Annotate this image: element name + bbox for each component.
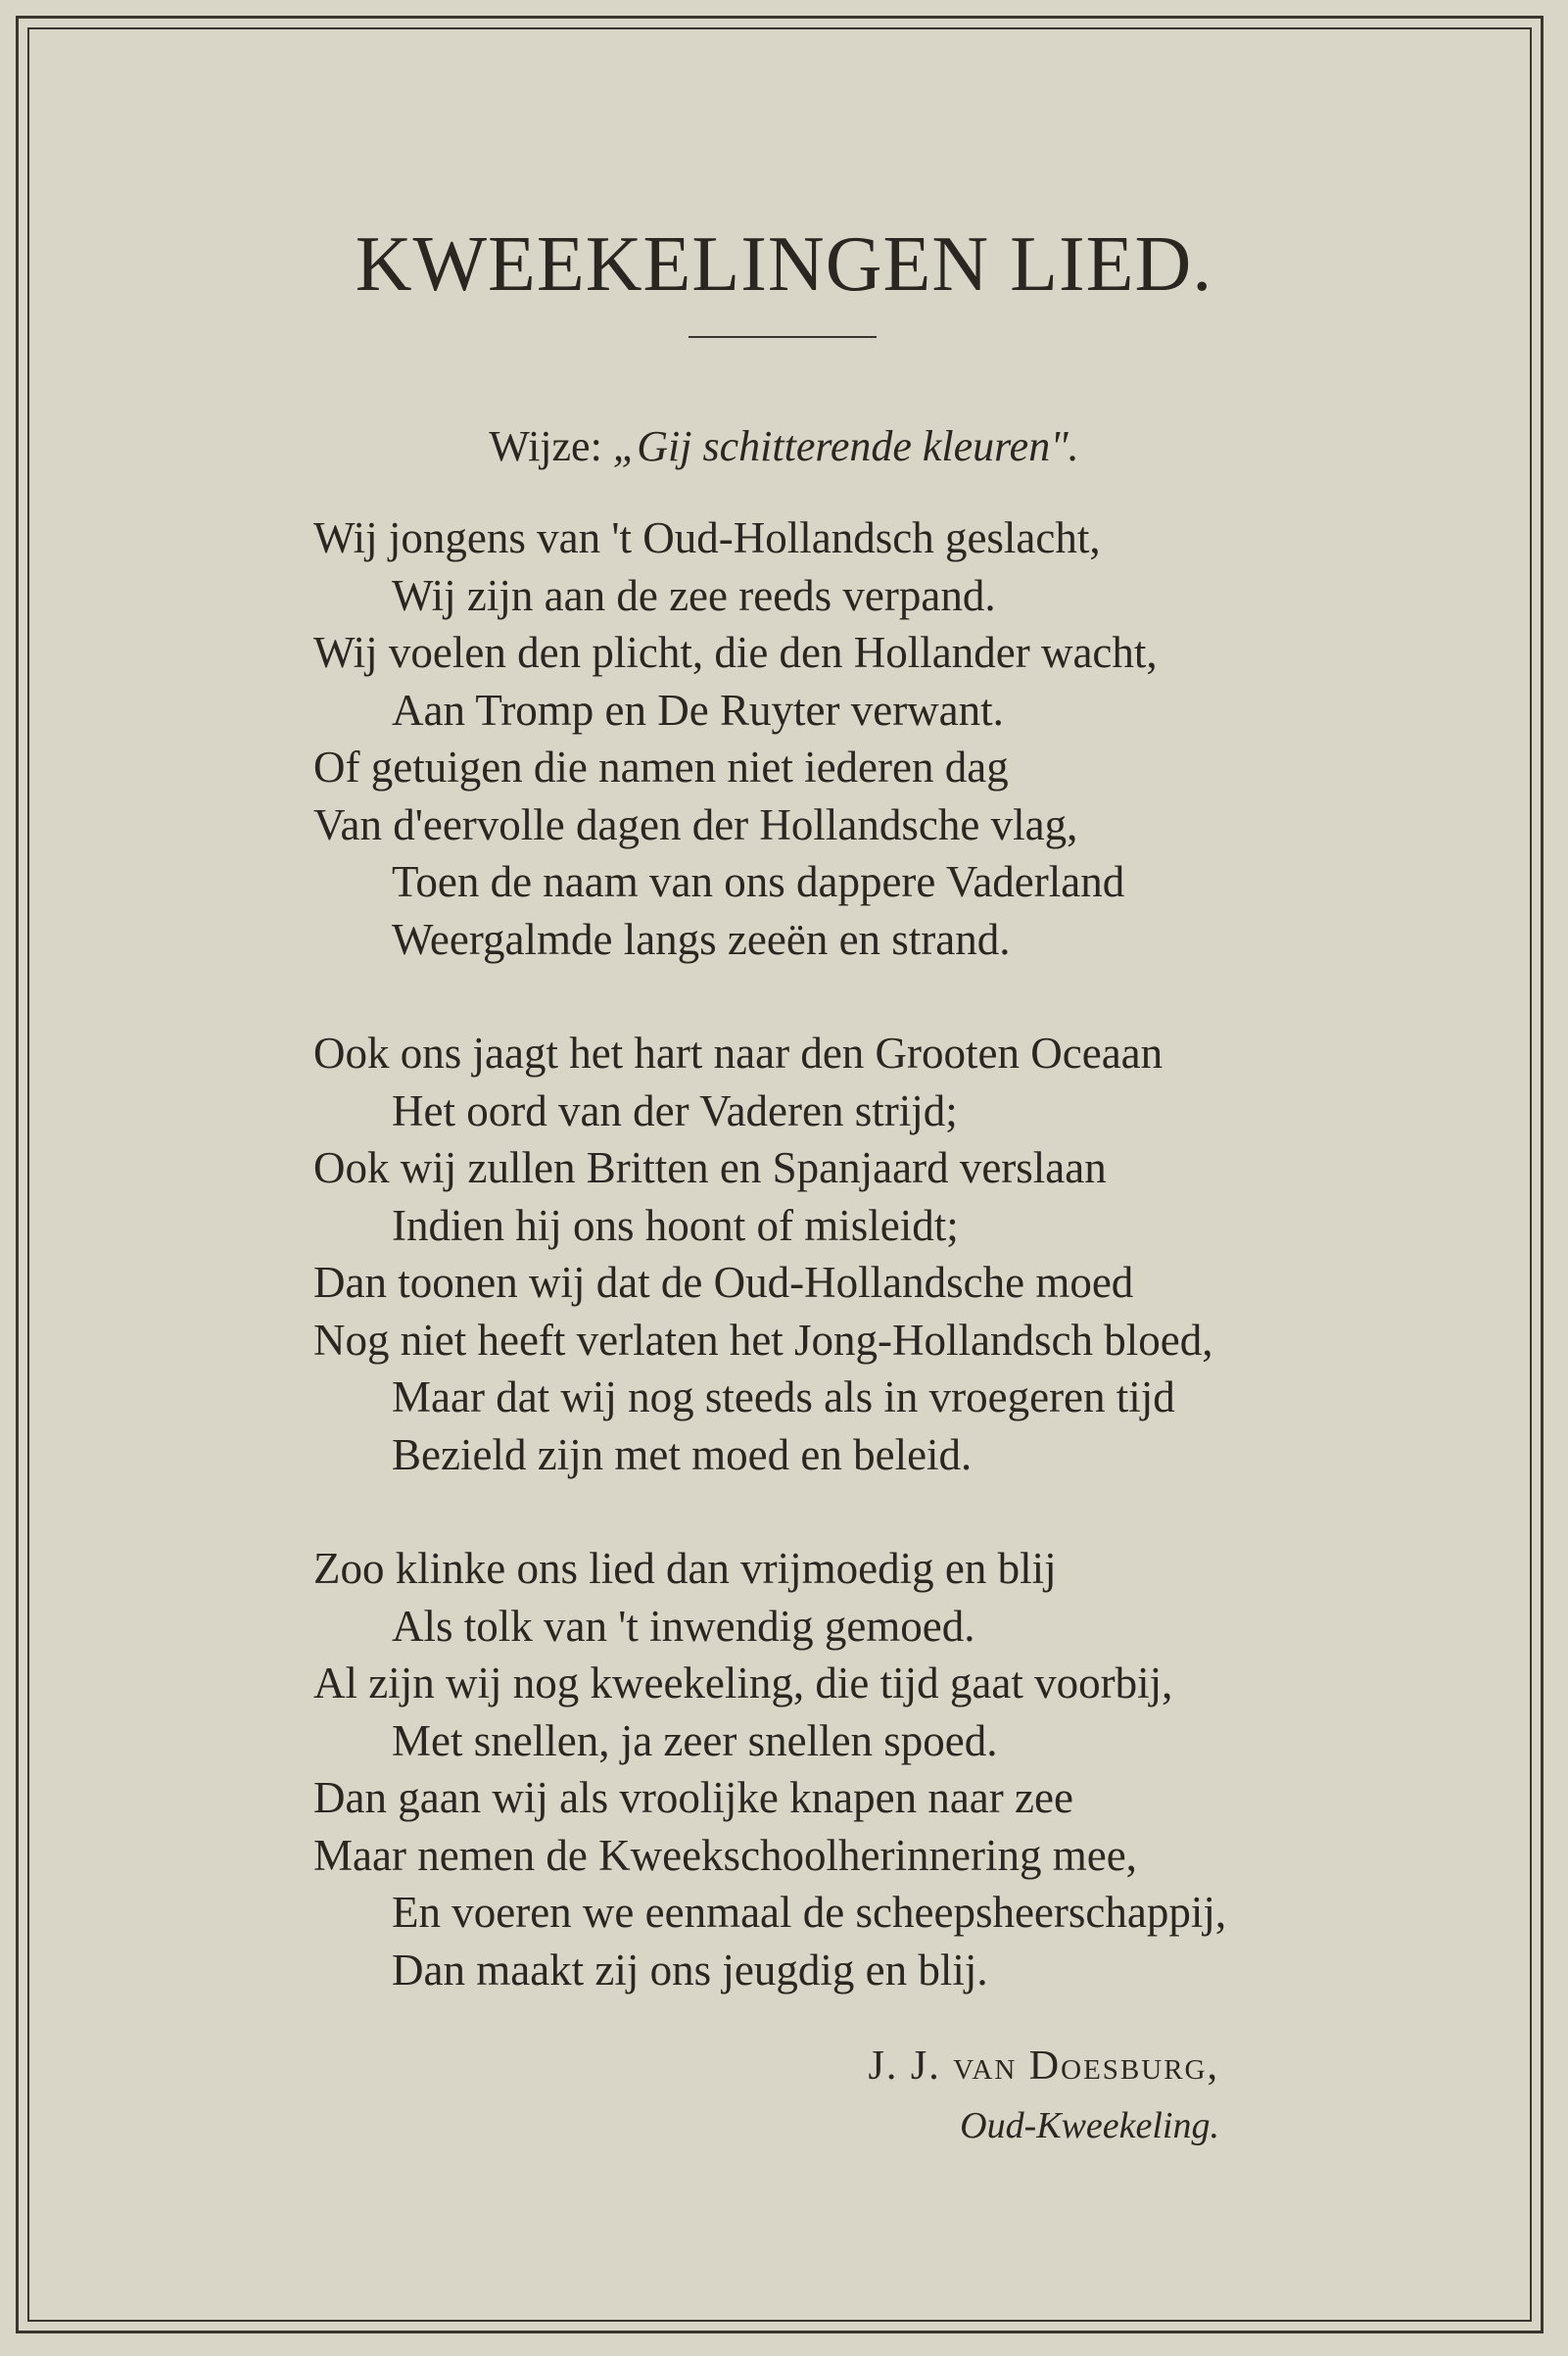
melody-tune: „Gij schitterende kleuren". (612, 422, 1079, 470)
verse-line: Met snellen, ja zeer snellen spoed. (392, 1715, 998, 1765)
melody-line (0, 421, 1568, 471)
page-title: KWEEKELINGEN LIED. (355, 221, 1213, 308)
verse-line: Maar nemen de Kweekschoolherinnering mee, (313, 1830, 1137, 1880)
verse-line: Als tolk van 't inwendig gemoed. (392, 1601, 975, 1651)
verse-line: Al zijn wij nog kweekeling, die tijd gaat voorbij, (313, 1659, 1173, 1707)
title-divider (689, 336, 877, 338)
verse-line: Dan toonen wij dat de Oud-Hollandsche moed (313, 1258, 1134, 1307)
verse-line: Zoo klinke ons lied dan vrijmoedig en blij (313, 1544, 1057, 1593)
stanza-3 (313, 1540, 1293, 1998)
verse-line: Wij jongens van 't Oud-Hollandsch geslacht, (313, 513, 1101, 562)
verse-line: Wij voelen den plicht, die den Hollander wacht, (313, 628, 1158, 677)
verse-line: En voeren we eenmaal de scheepsheerschappij, (392, 1888, 1227, 1937)
author-role: Oud-Kweekeling. (960, 2105, 1219, 2146)
verse-line: Dan gaan wij als vroolijke knapen naar zee (313, 1773, 1073, 1822)
verse-line: Weergalmde langs zeeën en strand. (392, 914, 1011, 964)
verse-line: Aan Tromp en De Ruyter verwant. (392, 685, 1004, 735)
melody-prefix: Wijze: (489, 422, 602, 470)
verse-line: Wij zijn aan de zee reeds verpand. (392, 570, 996, 620)
verse-line: Dan maakt zij ons jeugdig en blij. (392, 1945, 988, 1995)
author-name: J. J. van Doesburg, (868, 2043, 1219, 2089)
stanza-1 (313, 509, 1293, 968)
verse-line: Nog niet heeft verlaten het Jong-Hollandsch bloed, (313, 1315, 1213, 1365)
verse-line: Indien hij ons hoont of misleidt; (392, 1200, 959, 1250)
poem-body (313, 509, 1293, 2055)
verse-line: Het oord van der Vaderen strijd; (392, 1085, 958, 1135)
verse-line: Ook wij zullen Britten en Spanjaard verslaan (313, 1143, 1107, 1192)
verse-line: Bezield zijn met moed en beleid. (392, 1429, 973, 1479)
verse-line: Van d'eervolle dagen der Hollandsche vlag, (313, 799, 1078, 849)
verse-line: Of getuigen die namen niet iederen dag (313, 743, 1009, 792)
verse-line: Ook ons jaagt het hart naar den Grooten Oceaan (313, 1029, 1164, 1078)
stanza-2 (313, 1025, 1293, 1483)
verse-line: Maar dat wij nog steeds als in vroegeren tijd (392, 1372, 1175, 1421)
verse-line: Toen de naam van ons dappere Vaderland (392, 857, 1125, 906)
